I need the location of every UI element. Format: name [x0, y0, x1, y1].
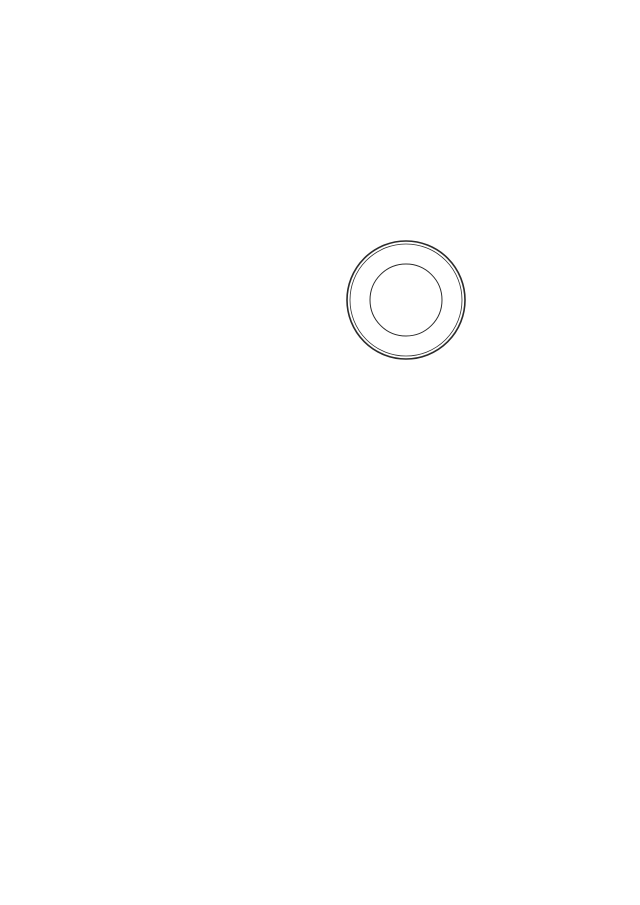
- signature-block: [108, 240, 579, 360]
- official-seal: [344, 238, 468, 362]
- seal-outer-ring-inner: [350, 244, 462, 356]
- seal-icon: [344, 238, 468, 362]
- seal-inner-ring: [370, 264, 442, 336]
- seal-outer-ring: [347, 241, 465, 359]
